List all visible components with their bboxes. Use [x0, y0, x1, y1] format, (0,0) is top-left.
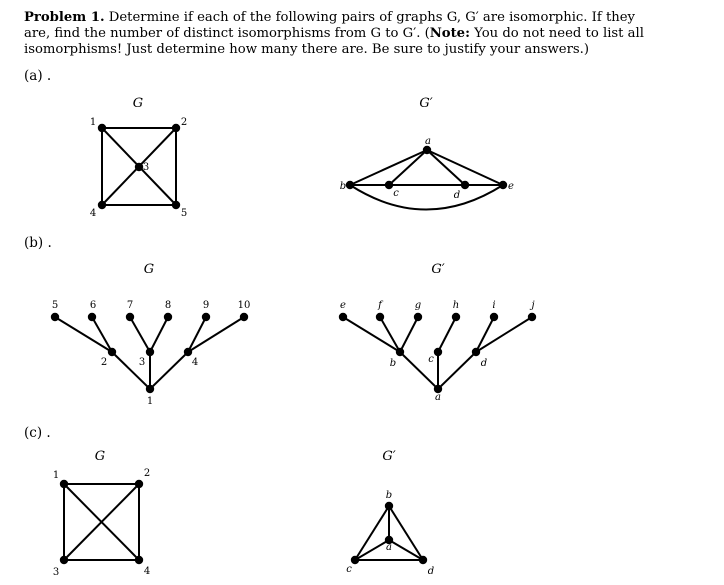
graph-vertex	[172, 124, 180, 132]
graph-name: G′	[382, 449, 396, 464]
graph-edge	[355, 506, 389, 560]
vertex-label: d	[453, 190, 461, 201]
part-0-right-graph	[340, 96, 514, 210]
part-2-right-graph	[346, 449, 434, 577]
vertex-label: 3	[142, 162, 150, 173]
graph-vertex	[98, 201, 106, 209]
graph-edge	[350, 185, 503, 210]
vertex-label: c	[346, 564, 352, 575]
part-b-label: (b) .	[24, 235, 52, 251]
problem-text-1: Determine if each of the following pairs of graphs G, G′ are isomorphic. If they are, find the number of distinct isomorphisms from G to G′. (	[24, 10, 636, 41]
part-c-label: (c) .	[24, 425, 51, 441]
graph-name: G	[143, 262, 155, 277]
graph-vertex	[490, 313, 498, 321]
graph-edge	[427, 150, 465, 185]
graph-vertex	[51, 313, 59, 321]
graph-vertex	[135, 556, 143, 564]
vertex-label: 1	[146, 396, 154, 407]
graph-vertex	[339, 313, 347, 321]
graph-vertex	[146, 385, 154, 393]
part-0-left-graph	[90, 96, 187, 219]
vertex-label: 6	[89, 300, 97, 311]
vertex-label: i	[492, 300, 496, 311]
graph-vertex	[146, 348, 154, 356]
graph-vertex	[184, 348, 192, 356]
graph-edge	[438, 352, 476, 389]
graph-vertex	[376, 313, 384, 321]
graph-vertex	[452, 313, 460, 321]
graph-vertex	[164, 313, 172, 321]
vertex-label: 4	[89, 208, 97, 219]
vertex-label: f	[378, 300, 382, 311]
graph-vertex	[351, 556, 359, 564]
graph-vertex	[202, 313, 210, 321]
vertex-label: 5	[51, 300, 59, 311]
graph-vertex	[396, 348, 404, 356]
note-label: Note:	[429, 26, 470, 41]
graph-vertex	[60, 480, 68, 488]
graph-name: G′	[419, 96, 433, 111]
part-2-left-graph	[53, 449, 150, 578]
vertex-label: b	[385, 490, 393, 501]
graph-vertex	[385, 502, 393, 510]
graph-edge	[343, 317, 400, 352]
vertex-label: e	[340, 300, 346, 311]
graph-edge	[438, 317, 456, 352]
graph-vertex	[461, 181, 469, 189]
vertex-label: d	[427, 566, 435, 577]
vertex-label: b	[389, 358, 397, 369]
graph-vertex	[88, 313, 96, 321]
vertex-label: a	[386, 542, 392, 553]
graph-edge	[389, 540, 423, 560]
vertex-label: j	[531, 300, 535, 311]
problem-heading: Problem 1.	[24, 10, 105, 25]
graph-edge	[350, 150, 427, 185]
graph-edge	[389, 506, 423, 560]
vertex-label: d	[480, 358, 488, 369]
vertex-label: 4	[191, 357, 199, 368]
vertex-label: 7	[126, 300, 134, 311]
vertex-label: 8	[164, 300, 172, 311]
vertex-label: c	[428, 354, 434, 365]
vertex-label: 10	[237, 300, 251, 311]
graph-edge	[389, 150, 427, 185]
graph-edge	[427, 150, 503, 185]
graph-vertex	[414, 313, 422, 321]
graph-edge	[150, 317, 168, 352]
graph-vertex	[385, 181, 393, 189]
graph-vertex	[423, 146, 431, 154]
graph-vertex	[98, 124, 106, 132]
graph-edge	[400, 317, 418, 352]
vertex-label: 2	[180, 117, 188, 128]
vertex-label: h	[452, 300, 460, 311]
vertex-label: e	[508, 181, 514, 192]
vertex-label: 4	[143, 566, 151, 577]
vertex-label: c	[393, 188, 399, 199]
graph-vertex	[108, 348, 116, 356]
graph-vertex	[126, 313, 134, 321]
vertex-label: b	[339, 181, 347, 192]
graph-vertex	[240, 313, 248, 321]
part-1-left-graph	[51, 262, 251, 407]
graph-edge	[150, 352, 188, 389]
graph-vertex	[434, 348, 442, 356]
graph-vertex	[60, 556, 68, 564]
graph-vertex	[135, 480, 143, 488]
vertex-label: 1	[89, 117, 97, 128]
graph-vertex	[346, 181, 354, 189]
graph-name: G′	[431, 262, 445, 277]
graph-name: G	[132, 96, 144, 111]
problem-text-2: You do not need to list all isomorphisms! Just determine how many there are. Be sure to justify your answers.)	[24, 26, 644, 57]
vertex-label: 1	[52, 470, 60, 481]
vertex-label: 5	[180, 208, 188, 219]
vertex-label: a	[425, 136, 431, 147]
vertex-label: 9	[202, 300, 210, 311]
vertex-label: g	[414, 300, 422, 311]
graph-vertex	[472, 348, 480, 356]
graph-vertex	[419, 556, 427, 564]
vertex-label: 3	[52, 567, 60, 578]
part-a-label: (a) .	[24, 68, 52, 84]
graph-name: G	[94, 449, 106, 464]
graph-edge	[130, 317, 150, 352]
vertex-label: a	[435, 392, 441, 403]
graph-vertex	[499, 181, 507, 189]
graph-vertex	[528, 313, 536, 321]
vertex-label: 2	[143, 468, 151, 479]
vertex-label: 3	[138, 357, 146, 368]
graph-edge	[55, 317, 112, 352]
graph-vertex	[172, 201, 180, 209]
vertex-label: 2	[100, 357, 108, 368]
graph-edge	[355, 540, 389, 560]
part-1-right-graph	[339, 262, 536, 403]
